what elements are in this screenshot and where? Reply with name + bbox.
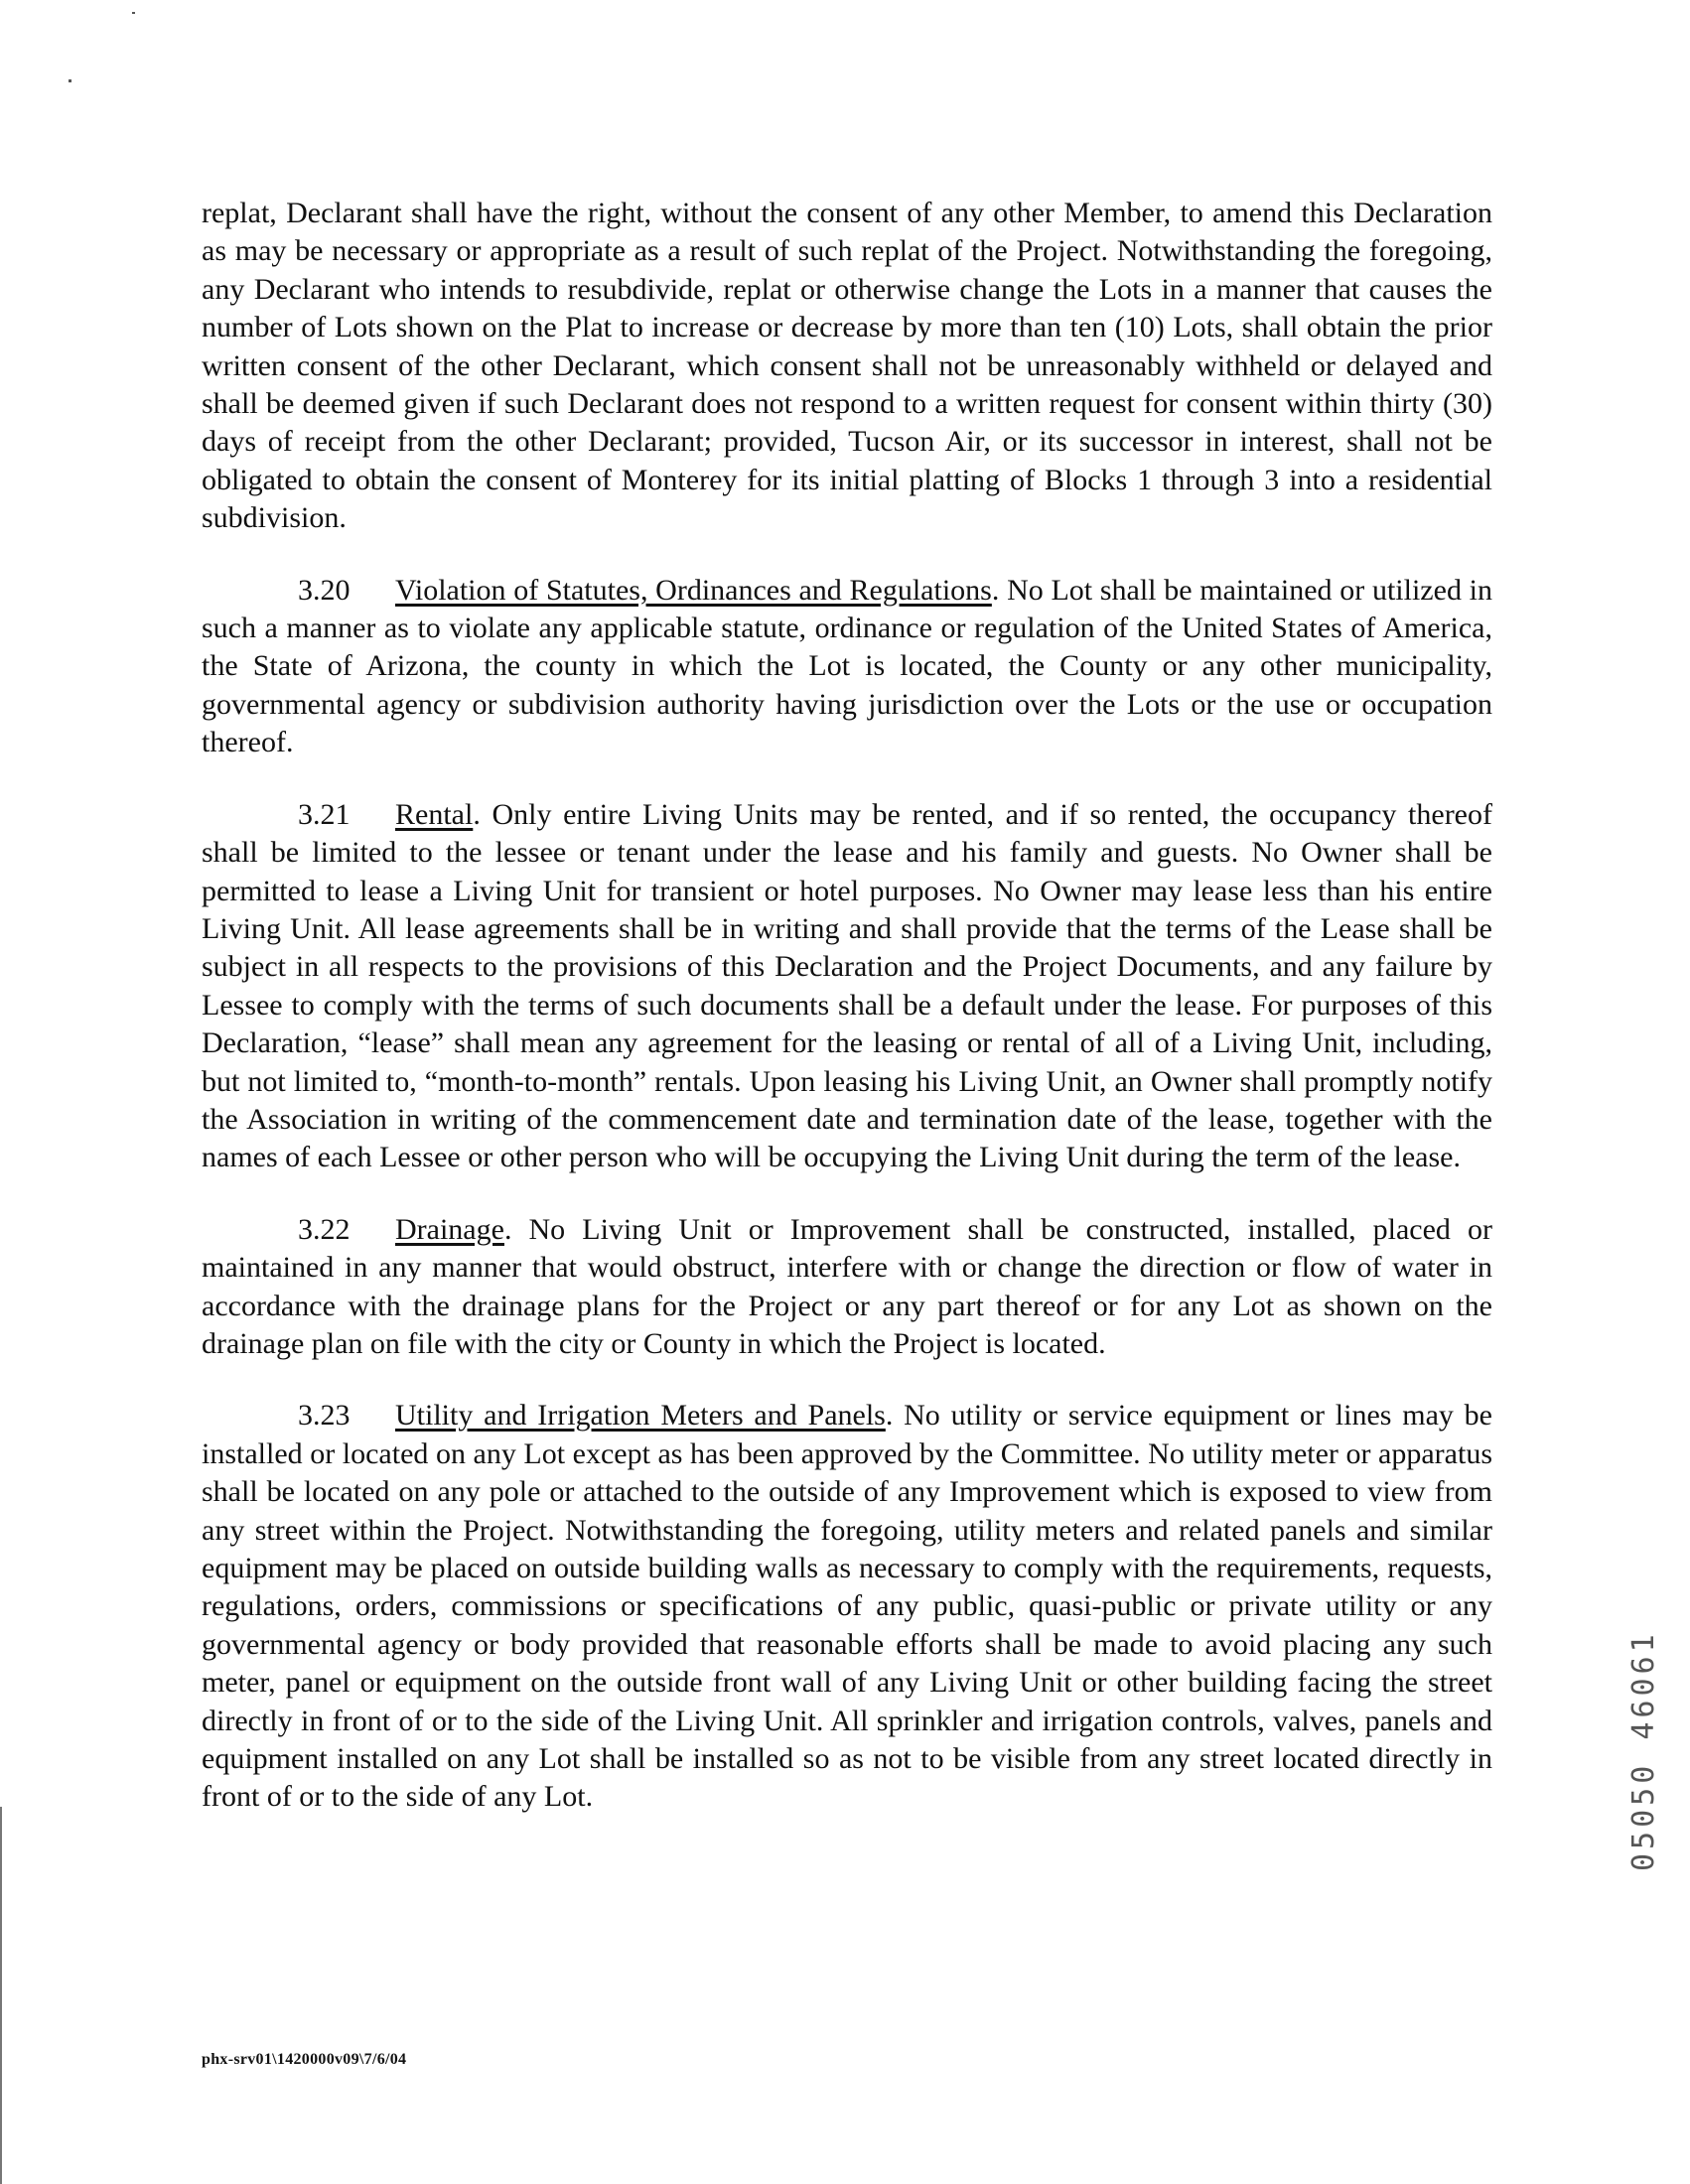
scan-speck [132,12,135,14]
footer-doc-id: phx-srv01\1420000v09\7/6/04 [202,2051,407,2068]
scan-edge-line [0,1807,2,2184]
section-number: 3.22 [298,1212,351,1246]
recording-stamp-number: 05050 46061 [1626,1630,1661,1871]
section-text: . No utility or service equipment or lines may be installed or located on any Lot except as has been approved by the Committee. No utility meter or apparatus shall be located on any pole or attached to the outside of any Improvement which is exposed to view from any street within the Project. Notwithstanding the foregoing, utility meters and related panels and similar equipment may be placed on outside building walls as necessary to comply with the requirements, requests, regulations, orders, commissions or specifications of any public, quasi-public or private utility or any governmental agency or body provided that reasonable efforts shall be made to avoid placing any such meter, panel or equipment on the outside front wall of any Living Unit or other building facing the street directly in front of or to the side of the Living Unit. All sprinkler and irrigation controls, valves, panels and equipment installed on any Lot shall be installed so as not to be visible from any street located directly in front of or to the side of any Lot. [202,1399,1492,1814]
scan-speck [69,79,71,82]
section-heading: Rental [395,797,474,831]
section-3-21 [202,796,1492,1177]
section-number: 3.20 [298,573,351,607]
section-heading: Utility and Irrigation Meters and Panels [395,1399,886,1433]
document-body [202,195,1492,1817]
recording-stamp [1623,1593,1665,1871]
intro-paragraph [202,195,1492,538]
section-heading: Violation of Statutes, Ordinances and Regulations [395,573,992,607]
section-text: . No Living Unit or Improvement shall be constructed, installed, placed or maintained in any manner that would obstruct, interfere with or change the direction or flow of water in accordance with the drainage plans for the Project or any part thereof or for any Lot as shown on the drainage plan on file with the city or County in which the Project is located. [202,1212,1492,1360]
section-text: . No Lot shall be maintained or utilized in such a manner as to violate any applicable statute, ordinance or regulation of the United States of America, the State of Arizona, the county in which the Lot is located, the County or any other municipality, governmental agency or subdivision authority having jurisdiction over the Lots or the use or occupation thereof. [202,573,1492,759]
section-3-23 [202,1397,1492,1816]
section-3-22 [202,1211,1492,1364]
section-number: 3.21 [298,797,351,831]
section-text: . Only entire Living Units may be rented, and if so rented, the occupancy thereof shall be limited to the lessee or tenant under the lease and his family and guests. No Owner shall be permitted to lease a Living Unit for transient or hotel purposes. No Owner may lease less than his entire Living Unit. All lease agreements shall be in writing and shall provide that the terms of the Lease shall be subject in all respects to the provisions of this Declaration and the Project Documents, and any failure by Lessee to comply with the terms of such documents shall be a default under the lease. For purposes of this Declaration, “lease” shall mean any agreement for the leasing or rental of all of a Living Unit, including, but not limited to, “month-to-month” rentals. Upon leasing his Living Unit, an Owner shall promptly notify the Association in writing of the commencement date and termination date of the lease, together with the names of each Lessee or other person who will be occupying the Living Unit during the term of the lease. [202,797,1492,1174]
intro-paragraph-text: replat, Declarant shall have the right, without the consent of any other Member, to amend this Declaration as may be necessary or appropriate as a result of such replat of the Project. Notwithstanding the foregoing, any Declarant who intends to resubdivide, replat or otherwise change the Lots in a manner that causes the number of Lots shown on the Plat to increase or decrease by more than ten (10) Lots, shall obtain the prior written consent of the other Declarant, which consent shall not be unreasonably withheld or delayed and shall be deemed given if such Declarant does not respond to a written request for consent within thirty (30) days of receipt from the other Declarant; provided, Tucson Air, or its successor in interest, shall not be obligated to obtain the consent of Monterey for its initial platting of Blocks 1 through 3 into a residential subdivision. [202,197,1492,535]
section-heading: Drainage [395,1212,504,1246]
section-3-20 [202,572,1492,762]
section-number: 3.23 [298,1399,351,1433]
